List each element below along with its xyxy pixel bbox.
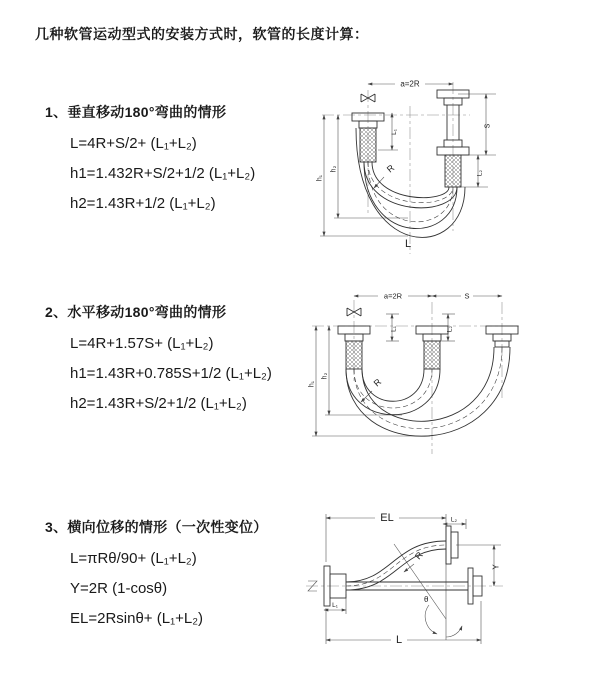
- braided-hose-end: [360, 128, 376, 162]
- formula-line: L=πRθ/90+ (L₁+L₂): [70, 550, 197, 567]
- dim-label-radius: R: [413, 549, 425, 562]
- diagram-lateral-offset: [296, 498, 600, 660]
- dim-label-l1: L₁: [391, 129, 398, 135]
- dimension-lines: [320, 84, 496, 236]
- dim-label-l2: L₂: [446, 325, 454, 333]
- dim-label-h1: h₁: [308, 380, 316, 388]
- flange: [446, 526, 451, 564]
- dim-label-length: L: [395, 634, 403, 646]
- formula-line: h1=1.43R+0.785S+1/2 (L₁+L₂): [70, 365, 272, 382]
- dim-label-h1: h₁: [316, 174, 324, 182]
- braided-hose-end: [424, 341, 440, 369]
- formula-line: h2=1.43R+S/2+1/2 (L₁+L₂): [70, 395, 247, 412]
- diagram-vertical-u-bend: [308, 66, 600, 266]
- dim-label-l2: L₂: [450, 516, 458, 524]
- hose-drawing: [352, 90, 469, 237]
- formula-line: h2=1.43R+1/2 (L₁+L₂): [70, 195, 216, 212]
- diagram-horizontal-u-bend: [302, 284, 600, 462]
- dim-label-length: L: [404, 238, 412, 250]
- dim-label-l1: L₁: [390, 326, 398, 332]
- section-vertical-bend: [45, 102, 325, 219]
- section-3-heading: 3、横向位移的情形（一次性变位）: [45, 519, 268, 535]
- page-title: 几种软管运动型式的安装方式时，软管的长度计算：: [35, 26, 369, 42]
- section-2-heading: 2、水平移动180°弯曲的情形: [45, 304, 227, 320]
- dimension-lines: [312, 296, 502, 436]
- section-1-heading: 1、垂直移动180°弯曲的情形: [45, 104, 227, 120]
- dim-label-h2: h₂: [330, 165, 338, 173]
- dim-label-y: Y: [491, 564, 501, 570]
- section-lateral-offset: [45, 517, 325, 634]
- dim-label-s: S: [464, 291, 470, 301]
- formula-line: L=4R+S/2+ (L₁+L₂): [70, 135, 197, 152]
- dim-label-radius: R: [371, 376, 384, 389]
- section-horizontal-bend: [45, 302, 325, 419]
- dim-label-l1: L₁: [332, 602, 338, 609]
- dimension-lines: [308, 514, 501, 644]
- formula-line: L=4R+1.57S+ (L₁+L₂): [70, 335, 214, 352]
- hose-drawing: [338, 308, 518, 436]
- dim-label-h2: h₂: [321, 372, 329, 380]
- braided-hose-end: [346, 341, 362, 369]
- formula-line: Y=2R (1-cosθ): [70, 580, 168, 597]
- braided-hose-end: [445, 155, 461, 187]
- formula-line: EL=2Rsinθ+ (L₁+L₂): [70, 610, 204, 627]
- dim-label-el: EL: [380, 512, 394, 524]
- dim-label-s: S: [484, 123, 492, 129]
- dim-label-l2: L₂: [476, 169, 484, 177]
- dim-label-radius: R: [384, 162, 397, 175]
- dim-label-span: a=2R: [400, 79, 420, 89]
- hose-drawing: [324, 526, 482, 606]
- dim-label-theta: θ: [424, 595, 429, 604]
- dim-label-span: a=2R: [383, 291, 403, 301]
- formula-line: h1=1.432R+S/2+1/2 (L₁+L₂): [70, 165, 256, 182]
